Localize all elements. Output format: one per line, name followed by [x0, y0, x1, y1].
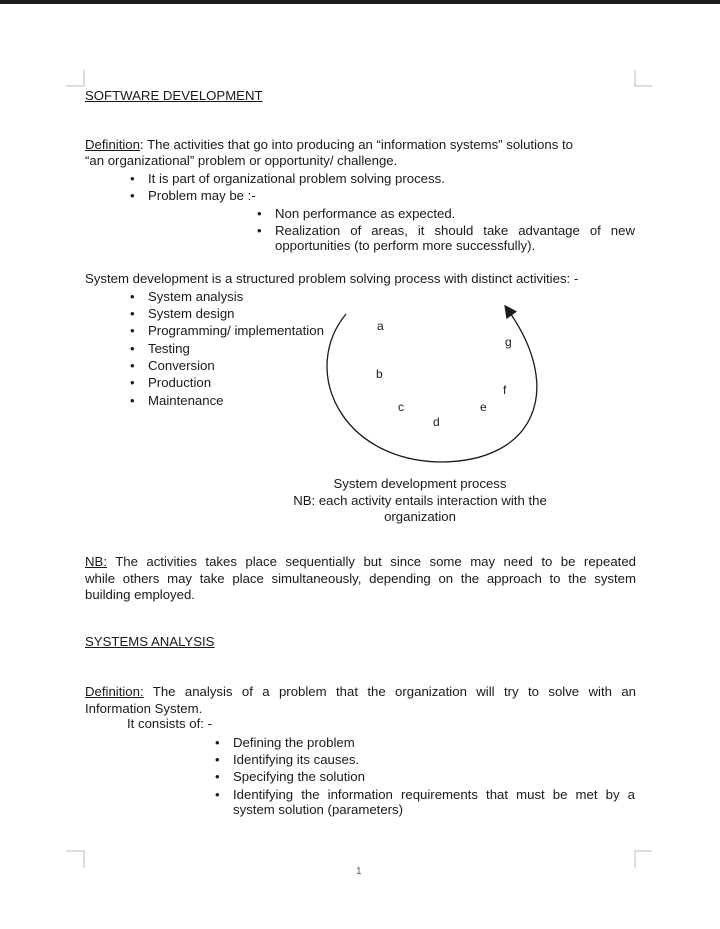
list-item-text: Maintenance	[148, 393, 224, 408]
crop-mark-bottom-left	[66, 848, 88, 870]
definition-1-label: Definition	[85, 137, 140, 152]
definition-2-label: Definition:	[85, 684, 144, 699]
diagram-label-b: b	[376, 367, 383, 381]
bullet-icon: •	[130, 341, 135, 356]
bullet-icon: •	[130, 289, 135, 304]
diagram-label-f: f	[503, 383, 507, 397]
nb-line-2: while others may take place simultaneously, depending on the approach to the system	[85, 570, 636, 586]
list-item-text: System design	[148, 306, 235, 321]
bullet-icon: •	[215, 787, 220, 802]
list-item-text: Conversion	[148, 358, 215, 373]
list-item-text: System analysis	[148, 289, 244, 304]
list-item-continuation: opportunities (to perform more successfully).	[275, 238, 536, 253]
diagram-label-g: g	[505, 335, 512, 349]
bullet-icon: •	[257, 223, 262, 238]
list-item-text: Defining the problem	[233, 735, 355, 750]
consists-of-label: It consists of: -	[127, 716, 213, 731]
diagram-caption-title: System development process	[333, 476, 507, 491]
bullet-icon: •	[130, 323, 135, 338]
crop-mark-bottom-right	[632, 848, 654, 870]
process-cycle-diagram	[320, 300, 560, 470]
nb-paragraph	[85, 554, 636, 604]
bullet-icon: •	[215, 769, 220, 784]
heading-systems-analysis: SYSTEMS ANALYSIS	[85, 634, 215, 649]
bullet-icon: •	[215, 735, 220, 750]
list-item-text: Testing	[148, 341, 190, 356]
list-item-text: Realization of areas, it should take advantage of new	[275, 223, 635, 238]
nb-label: NB:	[85, 554, 107, 569]
heading-software-development: SOFTWARE DEVELOPMENT	[85, 88, 263, 103]
bullet-icon: •	[257, 206, 262, 221]
list-item-text: Non performance as expected.	[275, 206, 456, 221]
list-item-text: Specifying the solution	[233, 769, 365, 784]
bullet-icon: •	[215, 752, 220, 767]
bullet-icon: •	[130, 171, 135, 186]
list-item-text: It is part of organizational problem solving process.	[148, 171, 445, 186]
list-item-text: Identifying its causes.	[233, 752, 360, 767]
nb-line-3: building employed.	[85, 587, 195, 602]
bullet-icon: •	[130, 393, 135, 408]
list-item-text: Identifying the information requirements that must be met by a	[233, 787, 635, 802]
bullet-icon: •	[130, 375, 135, 390]
bullet-icon: •	[130, 188, 135, 203]
definition-2	[85, 684, 636, 717]
definition-1-line-1	[85, 137, 573, 154]
list-item-text: Problem may be :-	[148, 188, 256, 203]
list-item-text: Production	[148, 375, 212, 390]
definition-2-line-1: The analysis of a problem that the organization will try to solve with an	[143, 684, 636, 699]
diagram-label-a: a	[377, 319, 384, 333]
crop-mark-top-right	[632, 70, 654, 92]
top-border	[0, 0, 720, 4]
diagram-label-d: d	[433, 415, 440, 429]
list-item-continuation: system solution (parameters)	[233, 802, 404, 817]
diagram-label-e: e	[480, 400, 487, 414]
diagram-caption-nb: NB: each activity entails interaction with the	[293, 493, 547, 508]
bullet-icon: •	[130, 358, 135, 373]
diagram-label-c: c	[398, 400, 404, 414]
nb-line-1: The activities takes place sequentially but since some may need to be repeated	[106, 554, 636, 569]
page-number: 1	[356, 866, 362, 877]
list-item-text: Programming/ implementation	[148, 323, 324, 338]
bullet-icon: •	[130, 306, 135, 321]
definition-1-line-2: “an organizational” problem or opportunity/ challenge.	[85, 153, 398, 168]
sysdev-intro: System development is a structured problem solving process with distinct activities: -	[85, 271, 579, 286]
definition-1-text: : The activities that go into producing an “information systems” solutions to	[139, 137, 573, 152]
definition-2-line-2: Information System.	[85, 700, 203, 716]
diagram-caption-org: organization	[384, 509, 456, 524]
